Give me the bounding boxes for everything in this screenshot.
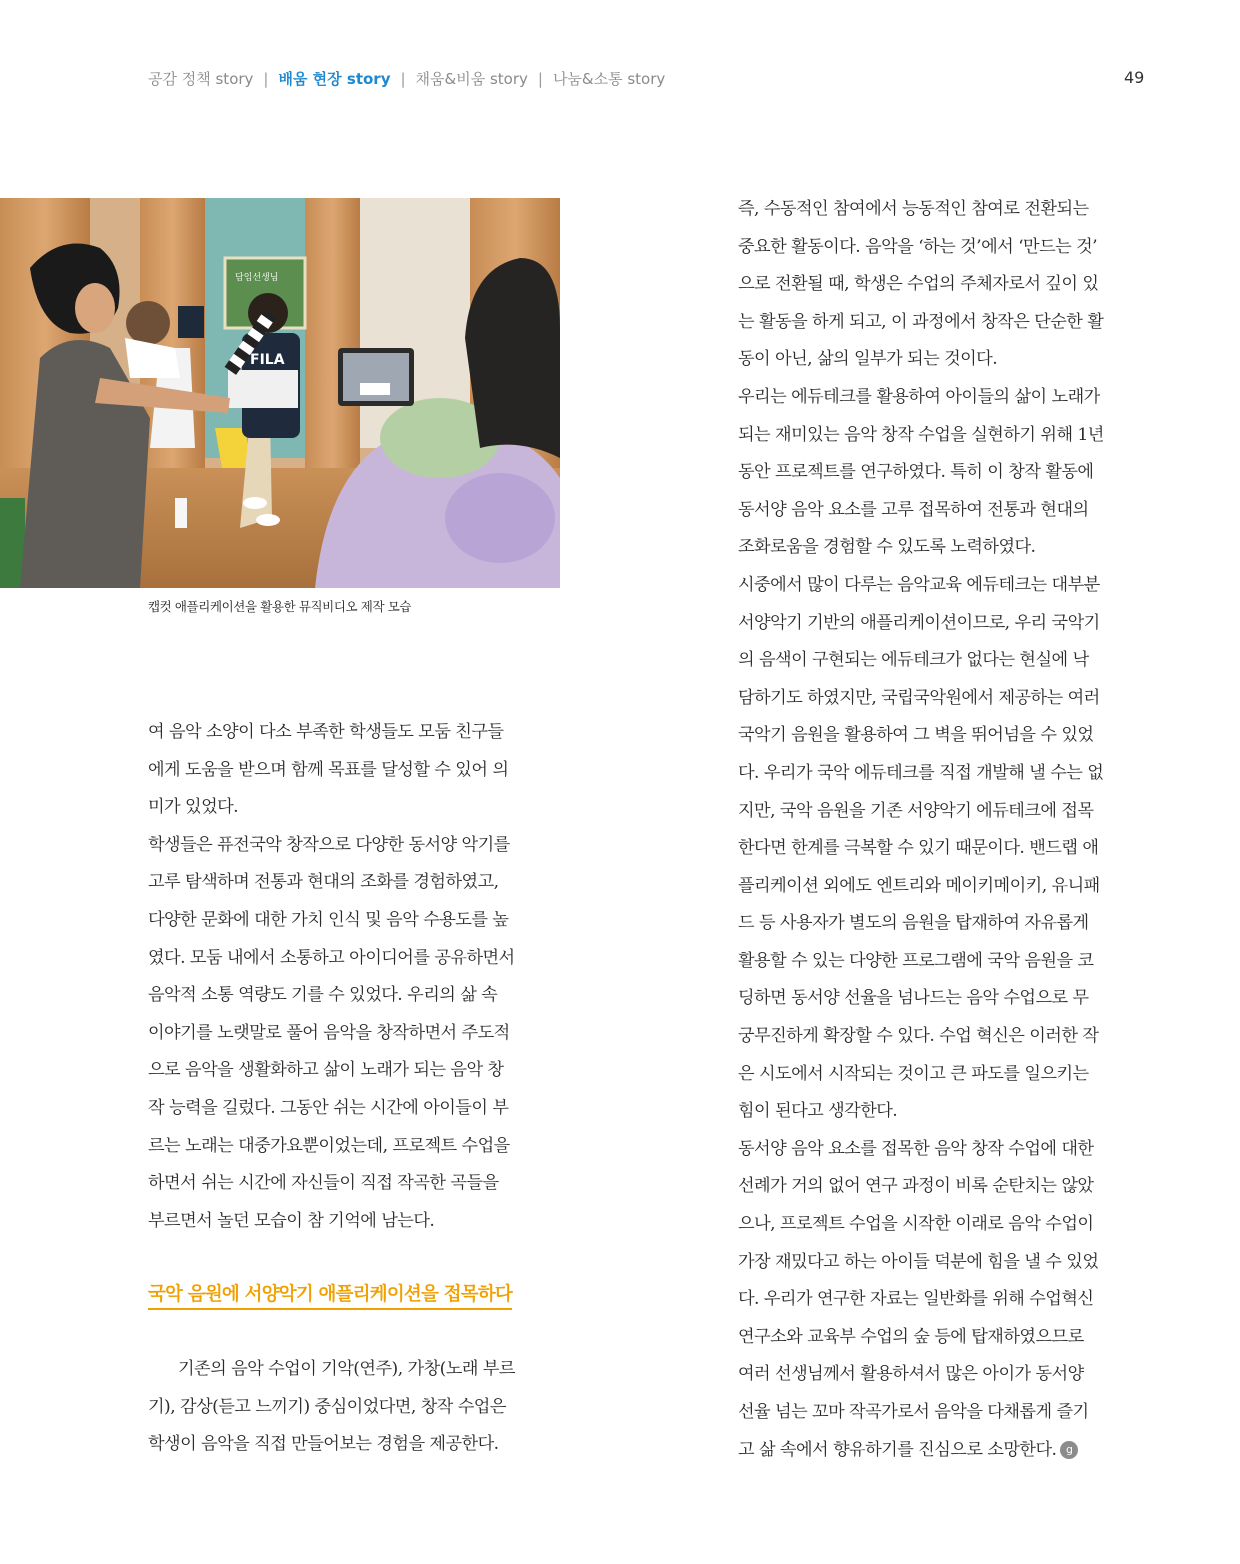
text-line: 의 음색이 구현되는 에듀테크가 없다는 현실에 낙	[738, 650, 1089, 671]
text-line: 궁무진하게 확장할 수 있다. 수업 혁신은 이러한 작	[738, 1026, 1099, 1047]
text-line: 조화로움을 경험할 수 있도록 노력하였다.	[738, 537, 1036, 558]
text-line: 선율 넘는 꼬마 작곡가로서 음악을 다채롭게 즐기	[738, 1402, 1089, 1422]
text-line: 즉, 수동적인 참여에서 능동적인 참여로 전환되는	[738, 199, 1089, 219]
text-line: 작 능력을 길렀다. 그동안 쉬는 시간에 아이들이 부	[148, 1097, 509, 1118]
page-number: 49	[1124, 68, 1145, 87]
text-line: 미가 있었다.	[148, 797, 239, 818]
left-body-text	[148, 714, 562, 1240]
nav-item-learning-site[interactable]: 배움 현장 story	[278, 70, 391, 88]
text-line: 으나, 프로젝트 수업을 시작한 이래로 음악 수업이	[738, 1214, 1094, 1235]
text-line: 가장 재밌다고 하는 아이들 덕분에 힘을 낼 수 있었	[738, 1251, 1099, 1272]
text-line: 으로 전환될 때, 학생은 수업의 주체자로서 깊이 있	[738, 274, 1099, 295]
text-line: 지만, 국악 음원을 기존 서양악기 에듀테크에 접목	[738, 800, 1094, 821]
text-line: 에게 도움을 받으며 함께 목표를 달성할 수 있어 의	[148, 759, 509, 780]
text-line: 연구소와 교육부 수업의 숲 등에 탑재하였으므로	[738, 1326, 1084, 1347]
text-line: 플리케이션 외에도 엔트리와 메이키메이키, 유니패	[738, 875, 1100, 896]
left-body-text-2	[148, 1351, 562, 1464]
end-mark-icon: g	[1060, 1441, 1078, 1459]
music-video-photo	[0, 198, 560, 588]
text-line: 음악적 소통 역량도 기를 수 있었다. 우리의 삶 속	[148, 985, 498, 1006]
text-line: 시중에서 많이 다루는 음악교육 에듀테크는 대부분	[738, 574, 1100, 595]
section-heading: 국악 음원에 서양악기 애플리케이션을 접목하다	[148, 1280, 512, 1310]
nav-separator: |	[537, 70, 543, 88]
text-line: 다. 우리가 연구한 자료는 일반화를 위해 수업혁신	[738, 1289, 1094, 1310]
text-line: 는 활동을 하게 되고, 이 과정에서 창작은 단순한 활	[738, 311, 1104, 332]
text-line: 힘이 된다고 생각한다.	[738, 1101, 898, 1122]
text-line: 학생이 음악을 직접 만들어보는 경험을 제공한다.	[148, 1434, 499, 1455]
text-line: 되는 재미있는 음악 창작 수업을 실현하기 위해 1년	[738, 424, 1104, 445]
text-line: 여 음악 소양이 다소 부족한 학생들도 모둠 친구들	[148, 722, 504, 742]
text-line: 고 삶 속에서 향유하기를 진심으로 소망한다.	[738, 1439, 1057, 1460]
text-line: 활용할 수 있는 다양한 프로그램에 국악 음원을 코	[738, 950, 1094, 971]
text-line: 기존의 음악 수업이 기악(연주), 가창(노래 부르	[178, 1359, 515, 1379]
text-line: 선례가 거의 없어 연구 과정이 비록 순탄치는 않았	[738, 1176, 1094, 1197]
nav-item-share-communicate[interactable]: 나눔&소통 story	[552, 70, 666, 88]
text-line: 은 시도에서 시작되는 것이고 큰 파도를 일으키는	[738, 1063, 1089, 1084]
text-line: 동안 프로젝트를 연구하였다. 특히 이 창작 활동에	[738, 462, 1094, 483]
text-line: 다. 우리가 국악 에듀테크를 직접 개발해 낼 수는 없	[738, 762, 1104, 783]
right-body-text	[738, 191, 1152, 1469]
text-line: 동서양 음악 요소를 고루 접목하여 전통과 현대의	[738, 499, 1089, 520]
text-line: 중요한 활동이다. 음악을 ‘하는 것’에서 ‘만드는 것’	[738, 236, 1098, 257]
text-line: 다양한 문화에 대한 가치 인식 및 음악 수용도를 높	[148, 909, 509, 930]
text-line: 하면서 쉬는 시간에 자신들이 직접 작곡한 곡들을	[148, 1173, 499, 1194]
text-line: 이야기를 노랫말로 풀어 음악을 창작하면서 주도적	[148, 1022, 510, 1043]
text-line: 르는 노래는 대중가요뿐이었는데, 프로젝트 수업을	[148, 1135, 510, 1156]
nav-separator: |	[400, 70, 406, 88]
text-line: 동이 아닌, 삶의 일부가 되는 것이다.	[738, 349, 998, 370]
text-line: 딩하면 동서양 선율을 넘나드는 음악 수업으로 무	[738, 988, 1089, 1009]
nav-item-fill-empty[interactable]: 채움&비움 story	[415, 70, 528, 88]
text-line: 여러 선생님께서 활용하셔서 많은 아이가 동서양	[738, 1364, 1084, 1385]
shirt-logo-text: FILA	[250, 352, 285, 368]
text-line: 우리는 에듀테크를 활용하여 아이들의 삶이 노래가	[738, 386, 1100, 407]
text-line: 국악기 음원을 활용하여 그 벽을 뛰어넘을 수 있었	[738, 725, 1094, 746]
text-line: 담하기도 하였지만, 국립국악원에서 제공하는 여러	[738, 687, 1100, 708]
text-line: 서양악기 기반의 애플리케이션이므로, 우리 국악기	[738, 612, 1100, 633]
text-line: 부르면서 놀던 모습이 참 기억에 남는다.	[148, 1210, 435, 1231]
text-line: 드 등 사용자가 별도의 음원을 탑재하여 자유롭게	[738, 913, 1089, 934]
text-line: 한다면 한계를 극복할 수 있기 때문이다. 밴드랩 애	[738, 838, 1099, 859]
text-line-last	[738, 1432, 1152, 1470]
section-nav	[148, 68, 665, 89]
nav-item-policy[interactable]: 공감 정책 story	[148, 70, 254, 88]
text-line: 동서양 음악 요소를 접목한 음악 창작 수업에 대한	[738, 1138, 1094, 1159]
photo-caption: 캡컷 애플리케이션을 활용한 뮤직비디오 제작 모습	[148, 599, 412, 614]
nav-separator: |	[263, 70, 269, 88]
text-line: 였다. 모둠 내에서 소통하고 아이디어를 공유하면서	[148, 947, 515, 968]
wall-sign-text: 담임선생님	[235, 273, 279, 283]
text-line: 기), 감상(듣고 느끼기) 중심이었다면, 창작 수업은	[148, 1396, 506, 1417]
text-line: 학생들은 퓨전국악 창작으로 다양한 동서양 악기를	[148, 834, 510, 855]
text-line: 으로 음악을 생활화하고 삶이 노래가 되는 음악 창	[148, 1060, 504, 1081]
text-line: 고루 탐색하며 전통과 현대의 조화를 경험하였고,	[148, 872, 499, 893]
